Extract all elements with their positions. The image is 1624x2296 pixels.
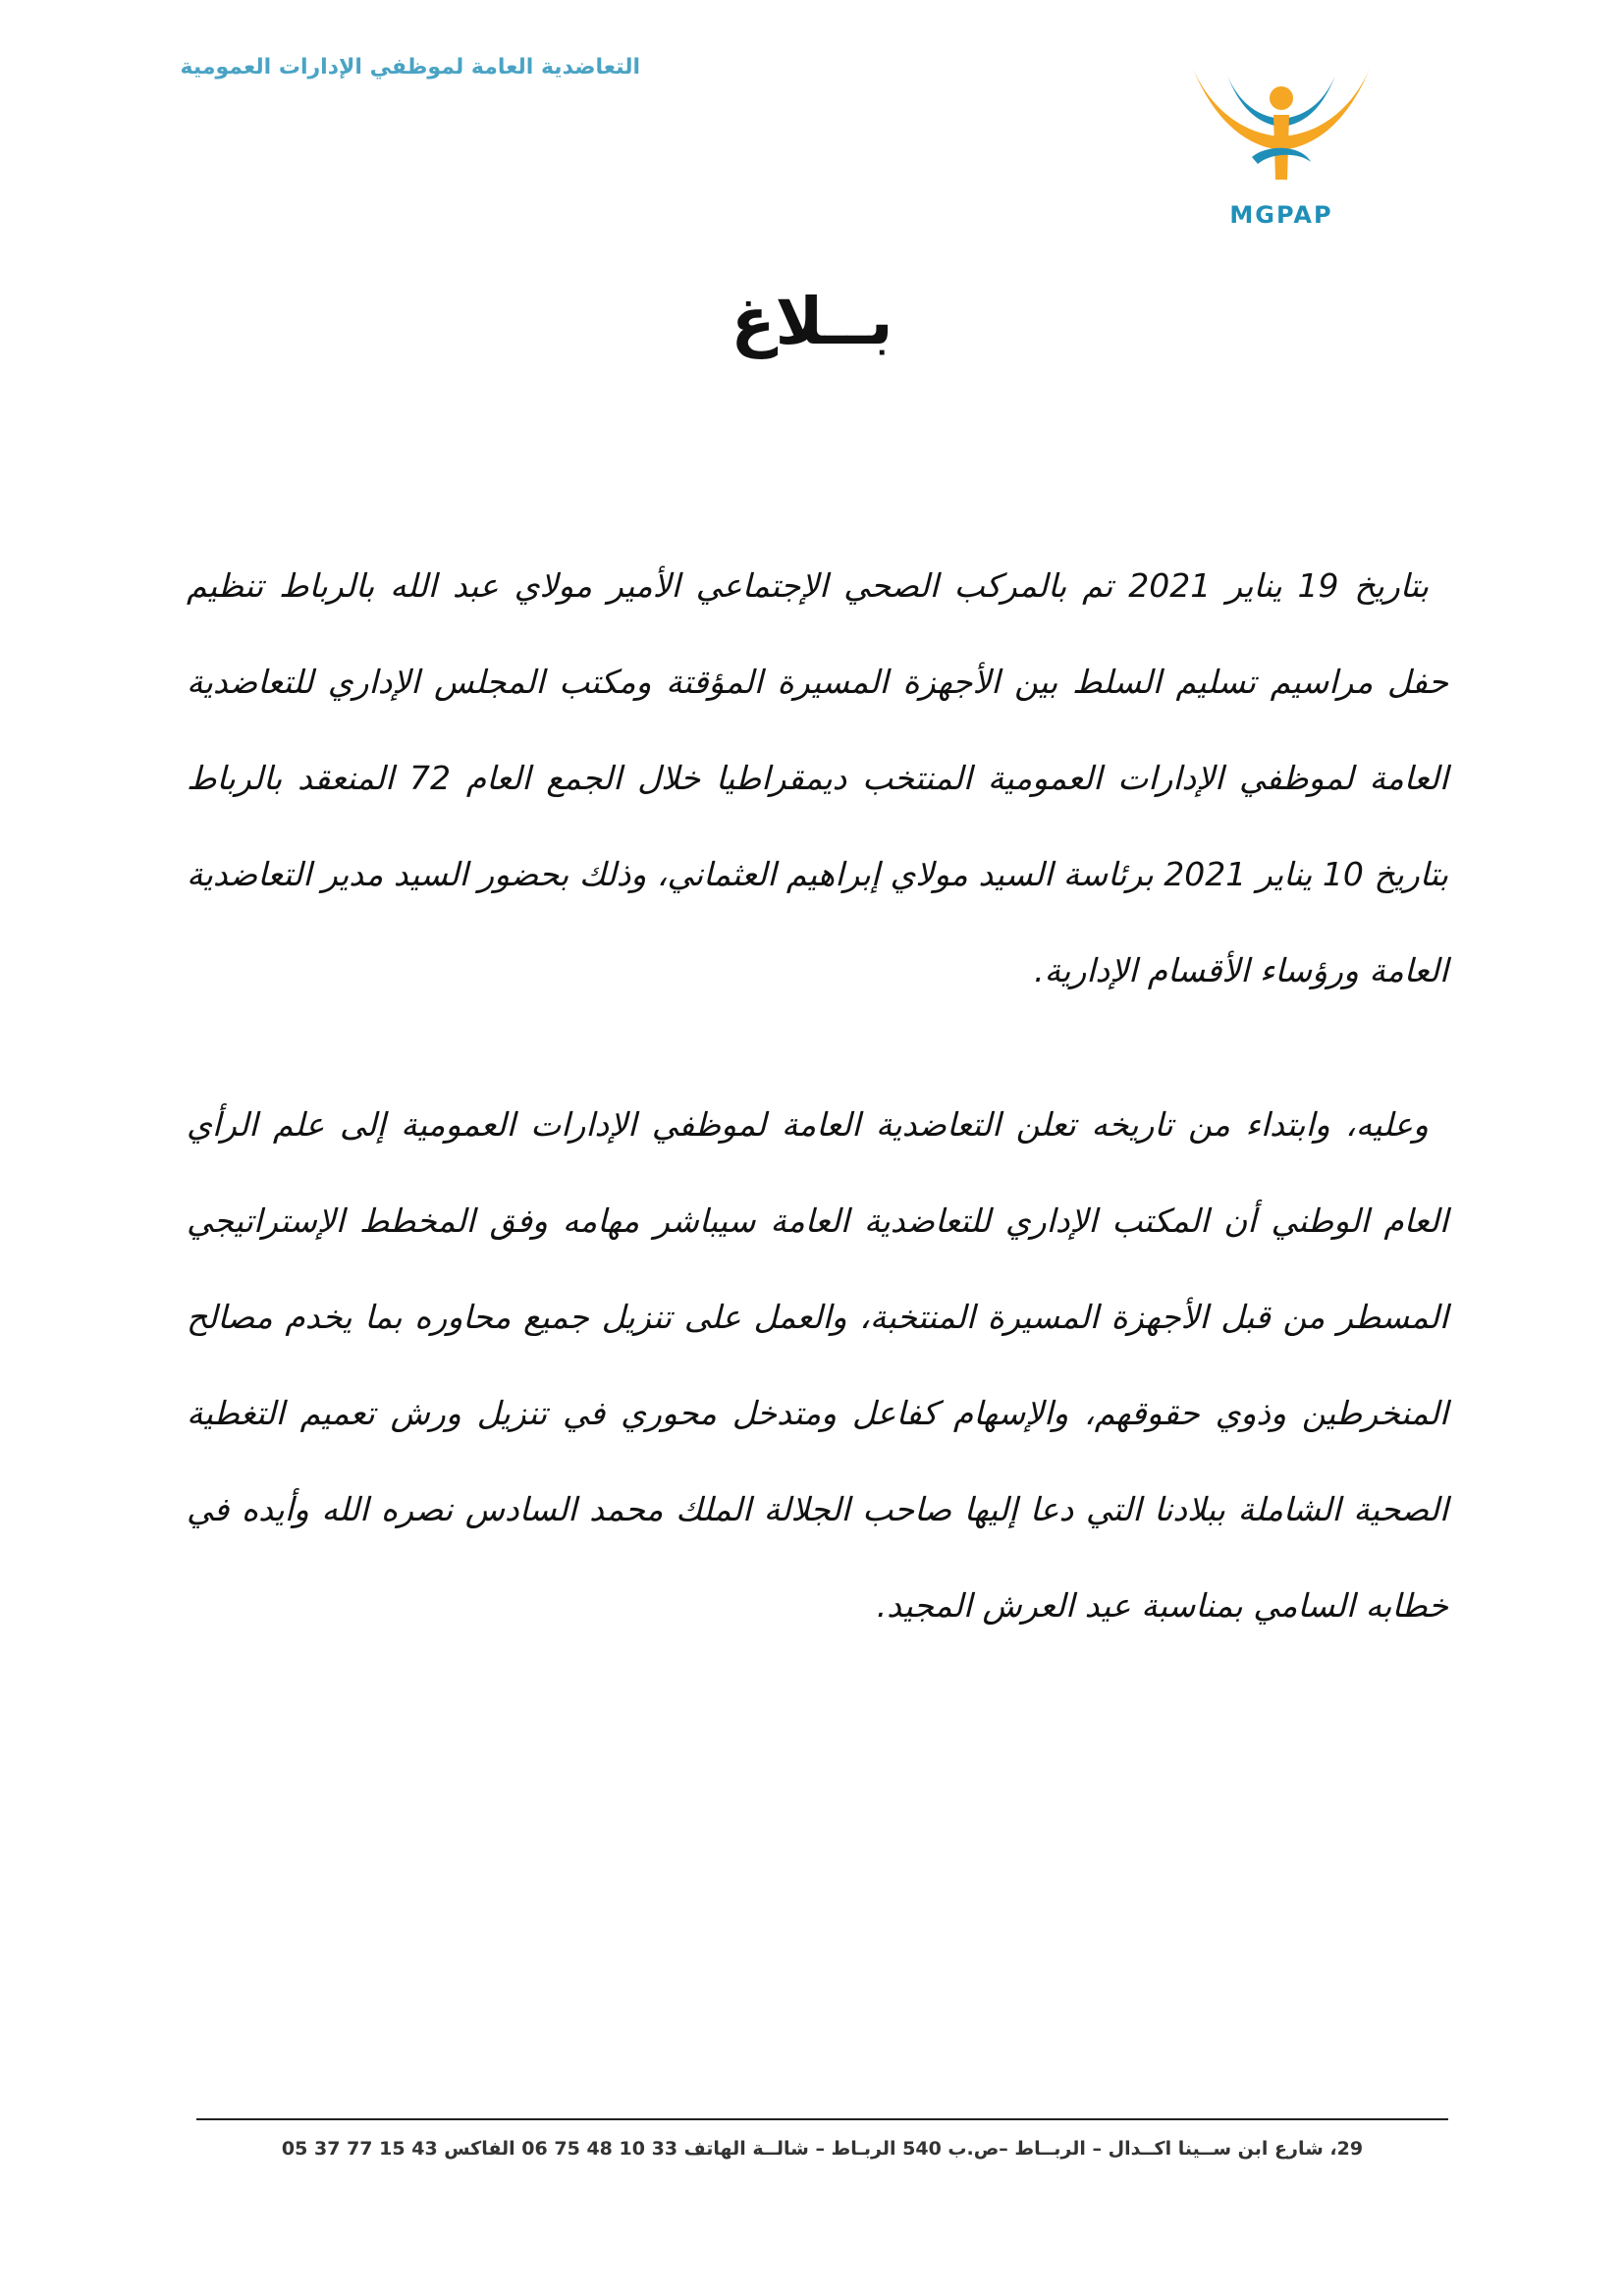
body-paragraph-1: بتاريخ 19 يناير 2021 تم بالمركب الصحي الإجتماعي الأمير مولاي عبد الله بالرباط تنظيم حفل مراسيم تسليم السلط بين الأجهزة المسيرة المؤقتة ومكتب المجلس الإداري للتعاضدية العامة لموظفي الإدارات العمومية المنتخب ديمقراطيا خلال الجمع العام 72 المنعقد بالرباط بتاريخ 10 يناير 2021 برئاسة السيد مولاي إبراهيم العثماني، وذلك بحضور السيد مدير التعاضدية العامة ورؤساء الأقسام الإدارية. — [187, 566, 1449, 989]
body-paragraph-2: وعليه، وابتداء من تاريخه تعلن التعاضدية العامة لموظفي الإدارات العمومية إلى علم الرأي العام الوطني أن المكتب الإداري للتعاضدية العامة سيباشر مهامه وفق المخطط الإستراتيجي المسطر من قبل الأجهزة المسيرة المنتخبة، والعمل على تنزيل جميع محاوره بما يخدم مصالح المنخرطين وذوي حقوقهم، والإسهام كفاعل ومتدخل محوري في تنزيل ورش تعميم التغطية الصحية الشاملة ببلادنا التي دعا إليها صاحب الجلالة الملك محمد السادس نصره الله وأيده في خطابه السامي بمناسبة عيد العرش المجيد. — [187, 1105, 1448, 1625]
document-title: بــلاغ — [731, 284, 893, 360]
organization-name: التعاضدية العامة لموظفي الإدارات العمومية — [180, 55, 640, 80]
logo-wordmark: MGPAP — [1229, 201, 1333, 229]
footer-address: 29، شارع ابن ســينا اكــدال – الربــاط –ص.ب 540 الربـاط – شالــة الهاتف 33 10 48 75 06 الفاكس 43 15 77 37 05 — [281, 2138, 1364, 2160]
mgpap-logo — [1173, 54, 1389, 229]
logo-figure-icon — [1173, 54, 1389, 201]
footer-divider — [196, 2118, 1448, 2120]
